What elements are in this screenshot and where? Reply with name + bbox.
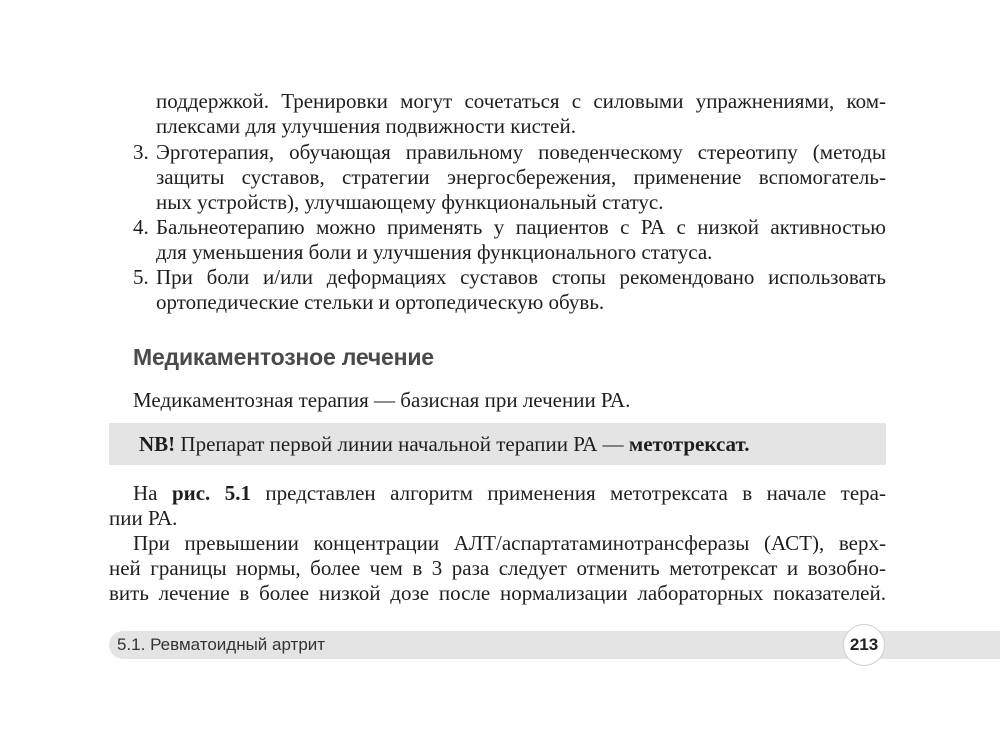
list-item-number: 5. — [133, 265, 149, 289]
body-line: плексами для улучшения подвижности кистей. — [156, 114, 576, 138]
list-item-line: ных устройств), улучшающему функциональный статус. — [156, 190, 664, 214]
paragraph-line: При превышении концентрации АЛТ/аспартатаминотрансферазы (АСТ), верх- — [133, 531, 886, 555]
section-heading: Медикаментозное лечение — [133, 344, 434, 370]
nb-text — [139, 431, 749, 457]
para-text: представлен алгоритм применения метотрексата в начале тера- — [250, 481, 886, 505]
nb-label: NB! — [139, 432, 176, 456]
list-item-number: 3. — [133, 140, 149, 164]
nb-body: Препарат первой линии начальной терапии РА — — [175, 432, 629, 456]
section-intro: Медикаментозная терапия — базисная при лечении РА. — [133, 388, 631, 412]
body-line: поддержкой. Тренировки могут сочетаться с силовыми упражнениями, ком- — [156, 89, 886, 113]
figure-reference: рис. 5.1 — [171, 481, 251, 505]
list-item-line: При боли и/или деформациях суставов стопы рекомендовано использовать — [156, 265, 886, 289]
list-item-line: ортопедические стельки и ортопедическую обувь. — [156, 290, 605, 314]
paragraph-line: вить лечение в более низкой дозе после нормализации лабораторных показателей. — [109, 581, 886, 605]
footer-section-title: 5.1. Ревматоидный артрит — [117, 635, 326, 654]
paragraph-line: пии РА. — [109, 506, 178, 530]
list-item-line: Эрготерапия, обучающая правильному поведенческому стереотипу (методы — [156, 140, 886, 164]
paragraph-line — [133, 480, 886, 506]
list-item-line: для уменьшения боли и улучшения функционального статуса. — [156, 240, 713, 264]
list-item-line: защиты суставов, стратегии энергосбережения, применение вспомогатель- — [156, 165, 886, 189]
nb-callout — [109, 423, 886, 465]
para-text: На — [133, 481, 172, 505]
nb-emphasis: метотрексат. — [628, 432, 750, 456]
paragraph-line: ней границы нормы, более чем в 3 раза следует отменить метотрексат и возобно- — [109, 556, 886, 580]
list-item-line: Бальнеотерапию можно применять у пациентов с РА с низкой активностью — [156, 215, 886, 239]
list-item-number: 4. — [133, 215, 149, 239]
page-number: 213 — [843, 624, 885, 666]
